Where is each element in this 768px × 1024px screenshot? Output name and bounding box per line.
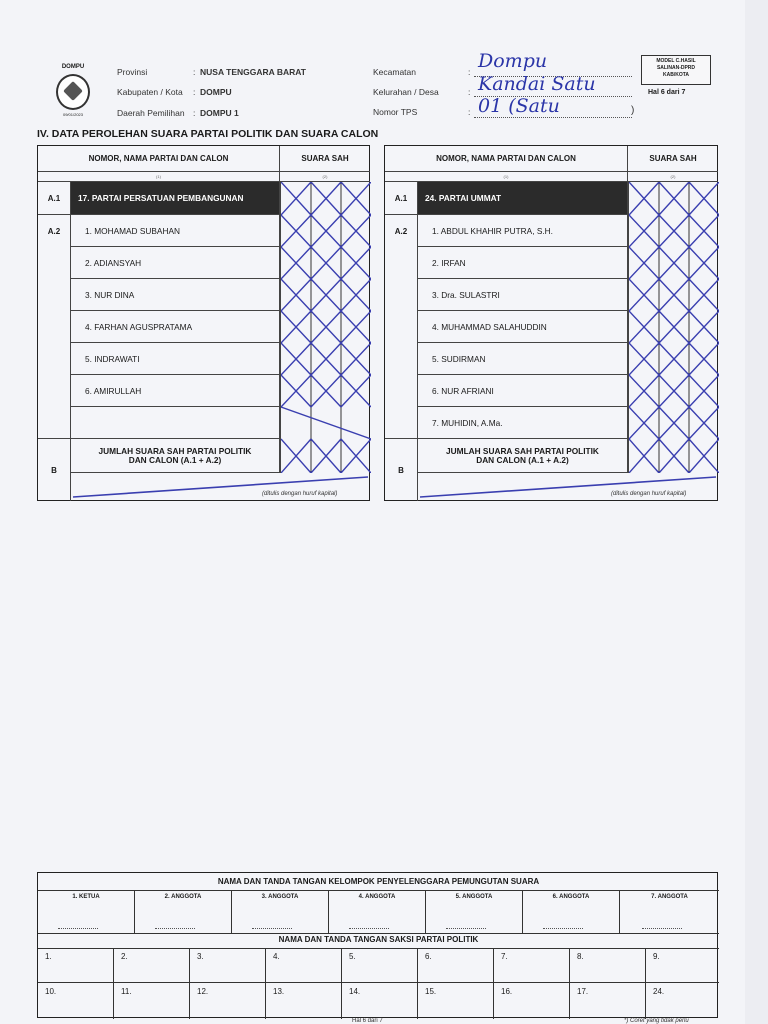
sep-dapil: : <box>193 108 196 118</box>
sep-kabupaten: : <box>193 87 196 97</box>
subheader-1: (1) <box>385 172 628 182</box>
candidate-row: 2. ADIANSYAH <box>71 247 280 279</box>
model-box <box>641 55 711 85</box>
witness-cell[interactable]: 3. <box>190 948 266 983</box>
witness-cell[interactable]: 9. <box>646 948 719 983</box>
strike-line <box>71 473 370 501</box>
field-kabupaten-value: DOMPU <box>200 87 232 97</box>
kpps-col[interactable] <box>232 890 329 933</box>
candidate-row: 4. FARHAN AGUSPRATAMA <box>71 311 280 343</box>
field-kabupaten-label: Kabupaten / Kota <box>117 87 183 97</box>
total-label-line1: JUMLAH SUARA SAH PARTAI POLITIK <box>446 445 599 456</box>
kpps-role: 5. ANGGOTA <box>455 894 493 900</box>
witness-cell[interactable]: 5. <box>342 948 418 983</box>
kpps-col[interactable] <box>523 890 620 933</box>
code-a1: A.1 <box>38 182 71 215</box>
subheader-2: (2) <box>280 172 370 182</box>
model-line-1: MODEL C.HASIL <box>656 58 696 64</box>
sign-dots <box>58 928 98 929</box>
candidate-row: 6. NUR AFRIANI <box>418 375 628 407</box>
kpps-col[interactable] <box>38 890 135 933</box>
code-b: B <box>385 439 418 501</box>
footer-note: *) Coret yang tidak perlu <box>624 1018 689 1024</box>
tps-closing-paren: ) <box>631 105 635 116</box>
field-dapil-value: DOMPU 1 <box>200 108 239 118</box>
total-label <box>71 439 280 473</box>
witness-cell[interactable]: 10. <box>38 983 114 1019</box>
kpps-role: 2. ANGGOTA <box>164 894 202 900</box>
vote-boxes[interactable] <box>280 182 370 473</box>
witness-cell[interactable]: 15. <box>418 983 494 1019</box>
witness-cell[interactable]: 12. <box>190 983 266 1019</box>
model-line-3: KAB/KOTA <box>662 72 689 78</box>
candidate-row-empty <box>71 407 280 439</box>
kpps-col[interactable] <box>426 890 523 933</box>
sign-dots <box>543 928 583 929</box>
candidate-row: 5. INDRAWATI <box>71 343 280 375</box>
total-label-line1: JUMLAH SUARA SAH PARTAI POLITIK <box>98 445 252 456</box>
party-table-right <box>384 145 718 501</box>
header-name: NOMOR, NAMA PARTAI DAN CALON <box>385 146 628 172</box>
kpps-role: 7. ANGGOTA <box>651 894 688 900</box>
crossed-out-vote-boxes <box>281 182 371 473</box>
witness-title: NAMA DAN TANDA TANGAN SAKSI PARTAI POLITIK <box>278 935 479 944</box>
page-indicator: Hal 6 dari 7 <box>648 89 686 96</box>
code-a1: A.1 <box>385 182 418 215</box>
written-note: (ditulis dengan huruf kapital) <box>262 491 338 497</box>
sep-kecamatan: : <box>468 67 471 77</box>
header-votes: SUARA SAH <box>628 146 718 172</box>
divider <box>38 933 719 934</box>
sign-dots <box>446 928 486 929</box>
sign-dots <box>252 928 292 929</box>
written-note: (ditulis dengan huruf kapital) <box>611 491 687 497</box>
kpps-role: 1. KETUA <box>72 894 100 900</box>
witness-cell[interactable]: 4. <box>266 948 342 983</box>
candidate-row: 2. IRFAN <box>418 247 628 279</box>
logo-arc-text: DOMPU <box>61 64 85 70</box>
sep-tps: : <box>468 107 471 117</box>
witness-cell[interactable]: 24. <box>653 987 665 996</box>
sign-dots <box>155 928 195 929</box>
witness-cell[interactable]: 1. <box>38 948 114 983</box>
sign-dots <box>349 928 389 929</box>
logo-seal-icon <box>56 74 90 110</box>
witness-cell[interactable]: 2. <box>114 948 190 983</box>
field-kecamatan-label: Kecamatan <box>373 67 416 77</box>
kpps-title: NAMA DAN TANDA TANGAN KELOMPOK PENYELENGGARA PEMUNGUTAN SUARA <box>217 877 540 886</box>
candidate-row: 5. SUDIRMAN <box>418 343 628 375</box>
witness-cell[interactable]: 14. <box>342 983 418 1019</box>
code-a2: A.2 <box>385 215 418 439</box>
witness-cell[interactable]: 11. <box>114 983 190 1019</box>
sign-dots <box>642 928 682 929</box>
logo-date: 09/01/2023 <box>62 112 84 117</box>
party-name: 24. PARTAI UMMAT <box>418 182 628 215</box>
code-a2: A.2 <box>38 215 71 439</box>
candidate-row: 3. Dra. SULASTRI <box>418 279 628 311</box>
vote-boxes[interactable] <box>628 182 718 473</box>
party-table-left <box>37 145 370 501</box>
kpps-col[interactable] <box>135 890 232 933</box>
footer-page: Hal 6 dari 7 <box>352 1018 383 1024</box>
field-tps-label: Nomor TPS <box>373 107 418 117</box>
kpps-role: 3. ANGGOTA <box>261 894 299 900</box>
total-label-line2: DAN CALON (A.1 + A.2) <box>128 454 222 465</box>
signature-table <box>37 872 718 1018</box>
code-b: B <box>38 439 71 501</box>
field-dapil-label: Daerah Pemilihan <box>117 108 185 118</box>
witness-cell[interactable]: 16. <box>494 983 570 1019</box>
witness-cell[interactable]: 8. <box>570 948 646 983</box>
candidate-row: 7. MUHIDIN, A.Ma. <box>418 407 628 439</box>
subheader-2: (2) <box>628 172 718 182</box>
field-kelurahan-value[interactable]: Kandai Satu <box>478 73 596 95</box>
total-label <box>418 439 628 473</box>
kpps-col[interactable] <box>620 890 719 933</box>
candidate-row: 4. MUHAMMAD SALAHUDDIN <box>418 311 628 343</box>
field-tps-value[interactable]: 01 (Satu <box>478 95 560 117</box>
field-kecamatan-value[interactable]: Dompu <box>478 50 548 72</box>
kpps-role: 6. ANGGOTA <box>552 894 590 900</box>
field-kelurahan-label: Kelurahan / Desa <box>373 87 439 97</box>
strike-line <box>418 473 718 501</box>
subheader-1: (1) <box>38 172 280 182</box>
candidate-row: 3. NUR DINA <box>71 279 280 311</box>
total-label-line2: DAN CALON (A.1 + A.2) <box>476 454 569 465</box>
party-name: 17. PARTAI PERSATUAN PEMBANGUNAN <box>71 182 280 215</box>
candidate-row: 1. ABDUL KHAHIR PUTRA, S.H. <box>418 215 628 247</box>
field-provinsi-label: Provinsi <box>117 67 148 77</box>
witness-cell[interactable]: 13. <box>266 983 342 1019</box>
candidate-row: 1. MOHAMAD SUBAHAN <box>71 215 280 247</box>
witness-cell[interactable]: 6. <box>418 948 494 983</box>
header-votes: SUARA SAH <box>280 146 370 172</box>
kpu-logo <box>50 64 96 124</box>
witness-cell[interactable]: 7. <box>494 948 570 983</box>
header-name: NOMOR, NAMA PARTAI DAN CALON <box>38 146 280 172</box>
kpps-col[interactable] <box>329 890 426 933</box>
model-line-2: SALINAN-DPRD <box>656 65 696 71</box>
crossed-out-vote-boxes <box>629 182 719 473</box>
witness-cell[interactable]: 17. <box>570 983 646 1019</box>
section-title: IV. DATA PEROLEHAN SUARA PARTAI POLITIK DAN SUARA CALON <box>37 128 379 140</box>
sep-kelurahan: : <box>468 87 471 97</box>
kpps-role: 4. ANGGOTA <box>358 894 396 900</box>
candidate-row: 6. AMIRULLAH <box>71 375 280 407</box>
sep-provinsi: : <box>193 67 196 77</box>
tps-line <box>474 117 632 118</box>
field-provinsi-value: NUSA TENGGARA BARAT <box>200 67 306 77</box>
